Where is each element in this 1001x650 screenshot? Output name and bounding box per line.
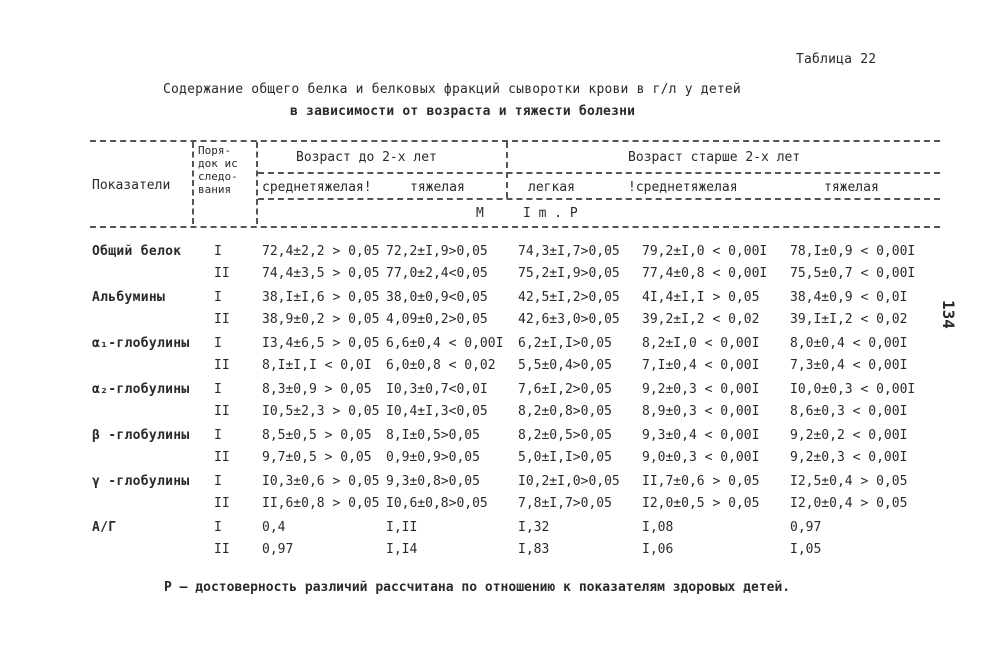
table-cell: 7,3±0,4 < 0,00I	[790, 358, 908, 373]
table-cell: 8,0±0,4 < 0,00I	[790, 336, 908, 351]
table-cell: I0,3±0,7<0,0I	[386, 382, 488, 397]
table-cell: 8,2±I,0 < 0,00I	[642, 336, 760, 351]
table-cell: I,06	[642, 542, 674, 557]
row-label: γ -глобулины	[92, 474, 190, 489]
table-cell: I,32	[518, 520, 550, 535]
table-cell: 38,0±0,9<0,05	[386, 290, 488, 305]
table-cell: 38,I±I,6 > 0,05	[262, 290, 380, 305]
header-age-under2: Возраст до 2-х лет	[296, 150, 437, 165]
table-cell: 0,4	[262, 520, 286, 535]
table-cell: 8,2±0,8>0,05	[518, 404, 612, 419]
table-cell: I0,6±0,8>0,05	[386, 496, 488, 511]
header-bottom-rule	[90, 226, 940, 228]
table-cell: I,I4	[386, 542, 418, 557]
table-cell: 9,2±0,3 < 0,00I	[790, 450, 908, 465]
header-order-line: следо-	[198, 170, 238, 183]
table-cell: 8,9±0,3 < 0,00I	[642, 404, 760, 419]
row-order: II	[214, 358, 230, 373]
row-order: II	[214, 312, 230, 327]
table-cell: I2,5±0,4 > 0,05	[790, 474, 908, 489]
header-order-line: док ис	[198, 157, 238, 170]
table-cell: I0,0±0,3 < 0,00I	[790, 382, 916, 397]
header-order-line: Поря-	[198, 144, 232, 157]
table-cell: I,83	[518, 542, 550, 557]
table-cell: 38,9±0,2 > 0,05	[262, 312, 380, 327]
table-cell: 39,I±I,2 < 0,02	[790, 312, 908, 327]
table-cell: I,05	[790, 542, 822, 557]
row-order: II	[214, 266, 230, 281]
table-cell: 0,9±0,9>0,05	[386, 450, 480, 465]
table-cell: I3,4±6,5 > 0,05	[262, 336, 380, 351]
table-cell: 74,4±3,5 > 0,05	[262, 266, 380, 281]
col-separator-1	[192, 142, 194, 224]
row-order: II	[214, 450, 230, 465]
table-cell: 75,2±I,9>0,05	[518, 266, 620, 281]
header-order-line: вания	[198, 183, 232, 196]
table-cell: I2,0±0,4 > 0,05	[790, 496, 908, 511]
row-order: I	[214, 428, 222, 443]
table-cell: 72,4±2,2 > 0,05	[262, 244, 380, 259]
row-label: β -глобулины	[92, 428, 190, 443]
footnote: P – достоверность различий рассчитана по отношению к показателям здоровых детей.	[164, 580, 791, 595]
header-mid-rule	[258, 172, 940, 174]
row-order: I	[214, 382, 222, 397]
table-title-line2: в зависимости от возраста и тяжести болезни	[290, 104, 636, 119]
table-cell: 9,2±0,2 < 0,00I	[790, 428, 908, 443]
table-cell: 4,09±0,2>0,05	[386, 312, 488, 327]
header-m-row: M I m . P	[476, 206, 578, 221]
header-severity: среднетяжелая!	[262, 180, 372, 195]
header-sub-rule	[258, 198, 940, 200]
table-number: Таблица 22	[796, 52, 877, 67]
table-cell: 38,4±0,9 < 0,0I	[790, 290, 908, 305]
table-cell: 8,I±0,5>0,05	[386, 428, 480, 443]
table-cell: 9,3±0,4 < 0,00I	[642, 428, 760, 443]
header-indicator: Показатели	[92, 178, 171, 193]
header-severity: !среднетяжелая	[628, 180, 738, 195]
table-cell: 75,5±0,7 < 0,00I	[790, 266, 916, 281]
row-order: I	[214, 474, 222, 489]
row-label: Альбумины	[92, 290, 166, 305]
row-label: Общий белок	[92, 244, 182, 259]
table-cell: 0,97	[790, 520, 822, 535]
table-cell: 6,2±I,I>0,05	[518, 336, 612, 351]
table-cell: 42,5±I,2>0,05	[518, 290, 620, 305]
table-cell: I,08	[642, 520, 674, 535]
row-order: I	[214, 336, 222, 351]
table-cell: 9,0±0,3 < 0,00I	[642, 450, 760, 465]
table-cell: 9,7±0,5 > 0,05	[262, 450, 372, 465]
table-cell: 39,2±I,2 < 0,02	[642, 312, 760, 327]
row-order: II	[214, 542, 230, 557]
table-cell: 8,6±0,3 < 0,00I	[790, 404, 908, 419]
table-cell: I0,3±0,6 > 0,05	[262, 474, 380, 489]
table-cell: 6,0±0,8 < 0,02	[386, 358, 496, 373]
table-cell: 72,2±I,9>0,05	[386, 244, 488, 259]
table-cell: 79,2±I,0 < 0,00I	[642, 244, 768, 259]
row-label: А/Г	[92, 520, 117, 535]
table-cell: 7,8±I,7>0,05	[518, 496, 612, 511]
header-age-over2: Возраст старше 2-х лет	[628, 150, 801, 165]
table-cell: 77,4±0,8 < 0,00I	[642, 266, 768, 281]
table-cell: 6,6±0,4 < 0,00I	[386, 336, 504, 351]
table-cell: 5,0±I,I>0,05	[518, 450, 612, 465]
table-cell: 0,97	[262, 542, 294, 557]
table-cell: 42,6±3,0>0,05	[518, 312, 620, 327]
table-cell: 8,2±0,5>0,05	[518, 428, 612, 443]
row-label: α₂-глобулины	[92, 382, 190, 397]
header-severity: тяжелая	[410, 180, 465, 195]
table-cell: 74,3±I,7>0,05	[518, 244, 620, 259]
table-cell: 8,I±I,I < 0,0I	[262, 358, 372, 373]
row-order: II	[214, 404, 230, 419]
table-cell: 78,I±0,9 < 0,00I	[790, 244, 916, 259]
table-cell: I,II	[386, 520, 418, 535]
table-cell: 4I,4±I,I > 0,05	[642, 290, 760, 305]
row-label: α₁-глобулины	[92, 336, 190, 351]
row-order: I	[214, 244, 222, 259]
table-cell: 8,3±0,9 > 0,05	[262, 382, 372, 397]
table-cell: 8,5±0,5 > 0,05	[262, 428, 372, 443]
table-cell: 9,2±0,3 < 0,00I	[642, 382, 760, 397]
header-order	[198, 144, 238, 196]
col-separator-3	[506, 142, 508, 198]
row-order: I	[214, 520, 222, 535]
table-cell: 77,0±2,4<0,05	[386, 266, 488, 281]
table-cell: I0,5±2,3 > 0,05	[262, 404, 380, 419]
row-order: II	[214, 496, 230, 511]
header-severity: тяжелая	[824, 180, 879, 195]
page-number: 134	[939, 300, 958, 329]
header-top-rule	[90, 140, 940, 142]
table-cell: 9,3±0,8>0,05	[386, 474, 480, 489]
table-cell: II,6±0,8 > 0,05	[262, 496, 380, 511]
table-cell: 7,I±0,4 < 0,00I	[642, 358, 760, 373]
col-separator-2	[256, 142, 258, 224]
header-severity: легкая	[528, 180, 575, 195]
table-cell: I0,2±I,0>0,05	[518, 474, 620, 489]
table-cell: 7,6±I,2>0,05	[518, 382, 612, 397]
table-cell: 5,5±0,4>0,05	[518, 358, 612, 373]
table-cell: II,7±0,6 > 0,05	[642, 474, 760, 489]
table-cell: I0,4±I,3<0,05	[386, 404, 488, 419]
table-cell: I2,0±0,5 > 0,05	[642, 496, 760, 511]
table-title-line1: Содержание общего белка и белковых фракций сыворотки крови в г/л у детей	[163, 82, 741, 97]
row-order: I	[214, 290, 222, 305]
